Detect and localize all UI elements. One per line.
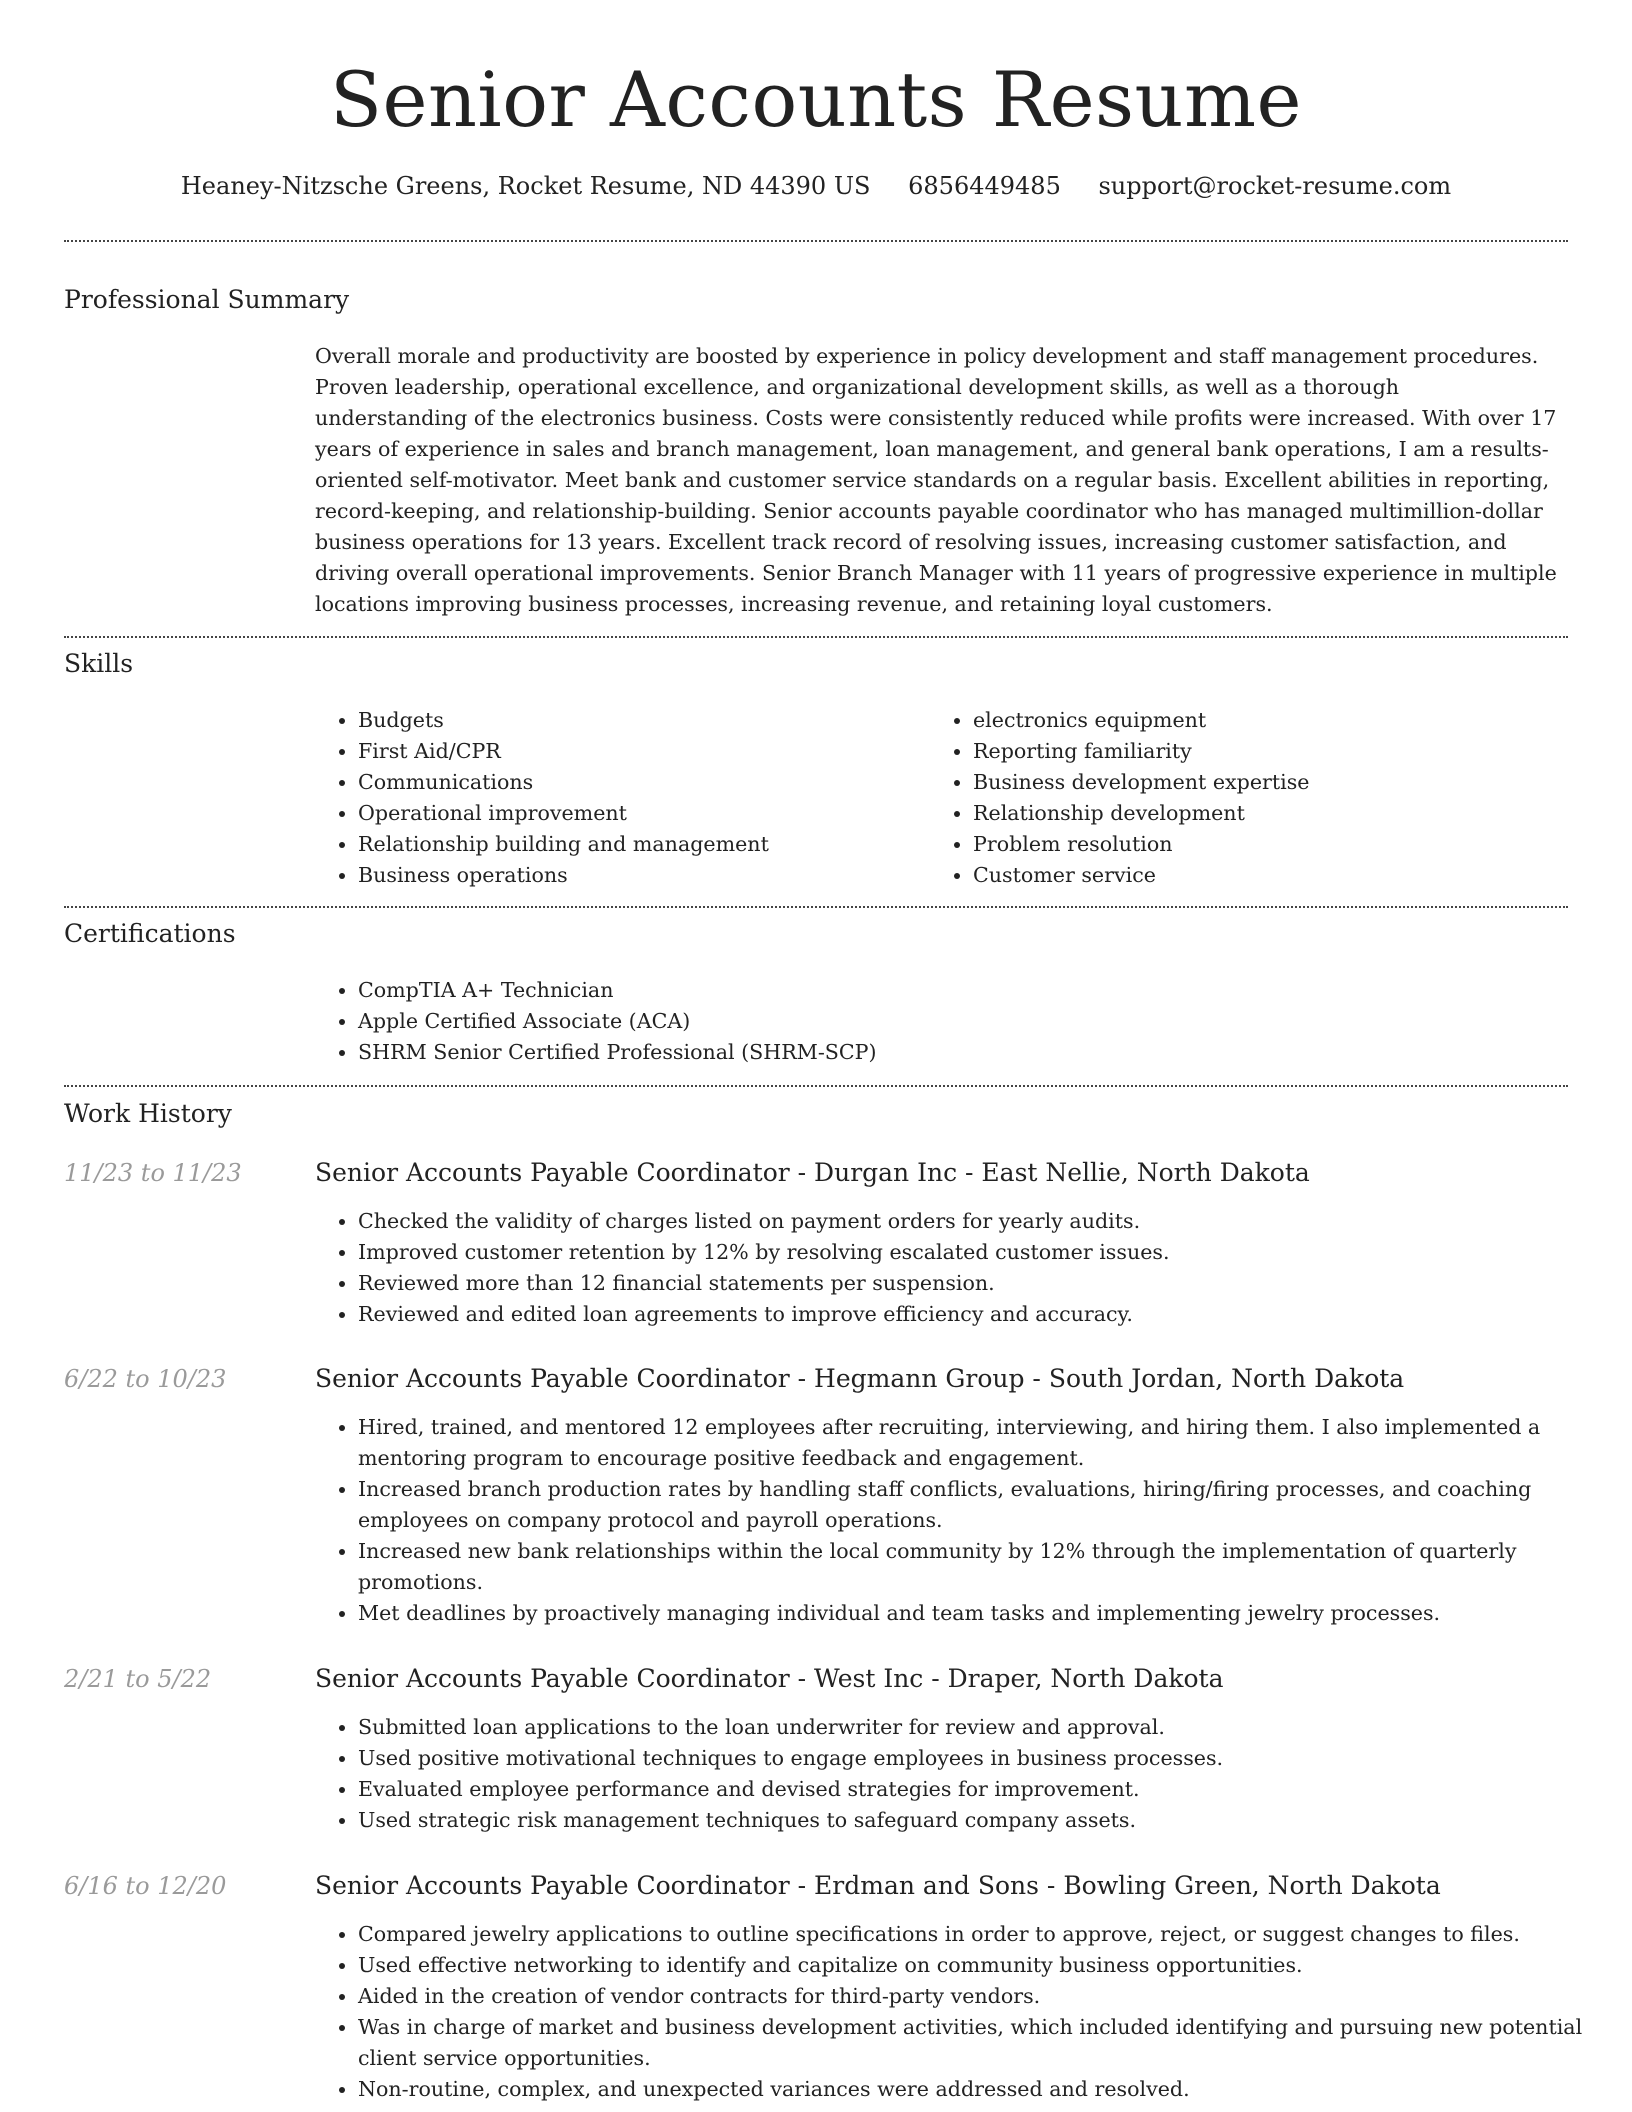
list-item: • Hired, trained, and mentored 12 employees after recruiting, interviewing, and hiring them. I also implemented a mentoring program to encourage positive feedback and engagement. (358, 1412, 1598, 1474)
list-item: • Compared jewelry applications to outline specifications in order to approve, reject, or suggest changes to files. (358, 1919, 1598, 1950)
list-item: • Used strategic risk management techniques to safeguard company assets. (358, 1805, 1598, 1836)
list-item: • Checked the validity of charges listed on payment orders for yearly audits. (358, 1206, 1598, 1237)
job-dates: 11/23 to 11/23 (64, 1159, 242, 1187)
contact-phone: 6856449485 (908, 172, 1061, 200)
list-item: • First Aid/CPR (358, 736, 918, 767)
list-item: • Used positive motivational techniques to engage employees in business processes. (358, 1743, 1598, 1774)
job-dates: 2/21 to 5/22 (64, 1665, 212, 1693)
list-item: • Business development expertise (973, 767, 1573, 798)
list-item: • Aided in the creation of vendor contracts for third-party vendors. (358, 1981, 1598, 2012)
job-title: Senior Accounts Payable Coordinator - Hegmann Group - South Jordan, North Dakota (315, 1364, 1405, 1393)
work-history-heading: Work History (64, 1099, 232, 1128)
list-item: • Reporting familiarity (973, 736, 1573, 767)
section-divider (64, 636, 1568, 638)
list-item: • Reviewed more than 12 financial statements per suspension. (358, 1268, 1598, 1299)
list-item: • Reviewed and edited loan agreements to improve efficiency and accuracy. (358, 1299, 1598, 1330)
list-item: • Problem resolution (973, 829, 1573, 860)
skills-heading: Skills (64, 649, 134, 678)
list-item: • Communications (358, 767, 918, 798)
list-item: • Budgets (358, 705, 918, 736)
list-item: • Business operations (358, 860, 918, 891)
job-title: Senior Accounts Payable Coordinator - Erdman and Sons - Bowling Green, North Dakota (315, 1871, 1441, 1900)
job-title: Senior Accounts Payable Coordinator - Durgan Inc - East Nellie, North Dakota (315, 1158, 1310, 1187)
contact-email: support@rocket-resume.com (1098, 172, 1452, 200)
list-item: • Was in charge of market and business development activities, which included identifying and pursuing new potential client service opportunities. (358, 2012, 1598, 2074)
skills-list-right (929, 705, 1573, 891)
section-divider (64, 906, 1568, 908)
list-item: • Operational improvement (358, 798, 918, 829)
contact-line (0, 170, 1632, 202)
skills-list-left (314, 705, 918, 891)
list-item: • Met deadlines by proactively managing individual and team tasks and implementing jewelry processes. (358, 1598, 1598, 1629)
list-item: • Increased new bank relationships within the local community by 12% through the implementation of quarterly promotions. (358, 1536, 1598, 1598)
list-item: • Customer service (973, 860, 1573, 891)
section-divider (64, 240, 1568, 242)
list-item: • Relationship building and management (358, 829, 918, 860)
job-dates: 6/16 to 12/20 (64, 1872, 227, 1900)
list-item: • Improved customer retention by 12% by resolving escalated customer issues. (358, 1237, 1598, 1268)
section-divider (64, 1085, 1568, 1087)
list-item: • Used effective networking to identify and capitalize on community business opportunities. (358, 1950, 1598, 1981)
certifications-heading: Certifications (64, 919, 236, 948)
contact-address: Heaney-Nitzsche Greens, Rocket Resume, ND 44390 US (180, 172, 871, 200)
job-bullets (314, 1412, 1598, 1629)
list-item: • Non-routine, complex, and unexpected variances were addressed and resolved. (358, 2074, 1598, 2105)
list-item: • SHRM Senior Certified Professional (SHRM-SCP) (358, 1037, 1558, 1068)
certifications-list (314, 975, 1558, 1068)
list-item: • electronics equipment (973, 705, 1573, 736)
job-title: Senior Accounts Payable Coordinator - West Inc - Draper, North Dakota (315, 1664, 1224, 1693)
job-bullets (314, 1919, 1598, 2105)
list-item: • Increased branch production rates by handling staff conflicts, evaluations, hiring/firing processes, and coaching employees on company protocol and payroll operations. (358, 1474, 1598, 1536)
list-item: • Evaluated employee performance and devised strategies for improvement. (358, 1774, 1598, 1805)
job-dates: 6/22 to 10/23 (64, 1365, 227, 1393)
list-item: • CompTIA A+ Technician (358, 975, 1558, 1006)
summary-text: Overall morale and productivity are boosted by experience in policy development and staff management procedures. Proven leadership, operational excellence, and organizational development skills, as well as a thorough understanding of the electronics business. Costs were consistently reduced while profits were increased. With over 17 years of experience in sales and branch management, loan management, and general bank operations, I am a results-oriented self-motivator. Meet bank and customer service standards on a regular basis. Excellent abilities in reporting, record-keeping, and relationship-building. Senior accounts payable coordinator who has managed multimillion-dollar business operations for 13 years. Excellent track record of resolving issues, increasing customer satisfaction, and driving overall operational improvements. Senior Branch Manager with 11 years of progressive experience in multiple locations improving business processes, increasing revenue, and retaining loyal customers. (315, 344, 1557, 616)
list-item: • Relationship development (973, 798, 1573, 829)
job-bullets (314, 1206, 1598, 1330)
list-item: • Apple Certified Associate (ACA) (358, 1006, 1558, 1037)
list-item: • Submitted loan applications to the loan underwriter for review and approval. (358, 1712, 1598, 1743)
summary-heading: Professional Summary (64, 285, 350, 314)
resume-title: Senior Accounts Resume (329, 55, 1303, 144)
job-bullets (314, 1712, 1598, 1836)
